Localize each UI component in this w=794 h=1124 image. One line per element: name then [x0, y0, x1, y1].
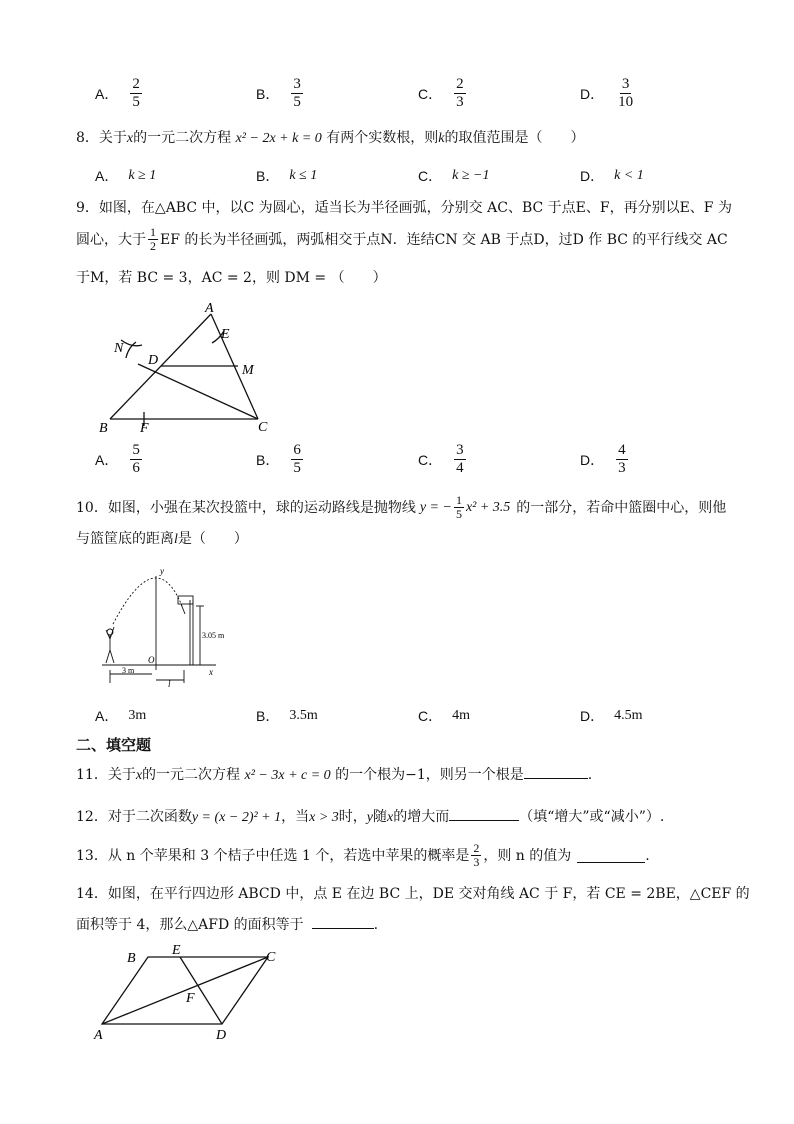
equation: y = (x − 2)² + 1 [191, 810, 282, 825]
label-o: O [148, 655, 155, 665]
q8-option-b[interactable]: B． k ≤ 1 [256, 168, 318, 184]
label-y: y [160, 566, 164, 576]
label-f: F [186, 991, 195, 1006]
q9-stem-line1: 9．如图，在△ABC 中，以C 为圆心，适当长为半径画弧，分别交 AC、BC 于点E、F，再分别以E、F 为 [76, 200, 732, 216]
label-a: A [205, 301, 214, 316]
option-label: C． [418, 85, 443, 102]
label-x: x [209, 667, 213, 677]
q10-stem-line2: 与篮筐底的距离l是（ ） [76, 531, 248, 547]
q7-option-a[interactable] [95, 76, 144, 111]
question-number: 11． [76, 767, 108, 783]
answer-blank[interactable] [524, 764, 588, 779]
q8-option-c[interactable]: C． k ≥ −1 [418, 168, 490, 184]
label-f: F [140, 421, 149, 436]
equation: x² − 2x + k = 0 [235, 131, 322, 146]
label-c: C [258, 420, 268, 435]
q12-stem: 12．对于二次函数y = (x − 2)² + 1，当x > 3时，y随x的增大而 （填“增大”或“减小”）. [76, 806, 664, 828]
q10-option-c[interactable]: C． 4m [418, 708, 471, 724]
option-fraction: $\frac{3}{5}$ [293, 76, 301, 110]
label-e: E [221, 327, 230, 342]
label-d: D [148, 353, 159, 368]
section-title: 二、填空题 [76, 736, 152, 754]
q14-stem-line2: 面积等于 4，那么△AFD 的面积等于 . [76, 914, 378, 935]
q11-stem: 11．关于x的一元二次方程 x² − 3x + c = 0 的一个根为−1，则另一个根是 . [76, 764, 592, 786]
label-height: 3.05 m [202, 631, 225, 640]
question-number: 14． [76, 886, 108, 902]
q14-stem-line1: 14．如图，在平行四边形 ABCD 中，点 E 在边 BC 上，DE 交对角线 AC 于 F，若 CE = 2BE，△CEF 的 [76, 886, 750, 902]
q9-stem-line3: 于M，若 BC = 3，AC = 2，则 DM = （ ） [76, 270, 387, 286]
equation: x² − 3x + c = 0 [244, 768, 331, 783]
q9-option-c[interactable]: C． $\frac{3}{4}$ [418, 442, 464, 476]
q10-option-b[interactable]: B． 3.5m [256, 708, 318, 724]
label-c: C [266, 950, 276, 965]
q9-triangle-figure [90, 300, 290, 440]
q8-option-d[interactable]: D． k < 1 [580, 168, 644, 184]
question-number: 9． [76, 200, 99, 216]
label-dist: 3 m [122, 666, 135, 675]
label-a: A [94, 1028, 103, 1043]
q9-option-b[interactable]: B． $\frac{6}{5}$ [256, 442, 301, 476]
option-fraction: $\frac{3}{10}$ [618, 76, 634, 110]
label-e: E [172, 944, 181, 958]
label-m: M [242, 363, 254, 378]
arc-n1 [121, 340, 142, 346]
q7-option-b[interactable] [256, 76, 305, 111]
option-label: D． [580, 85, 605, 102]
half-fraction: $\frac{1}{2}$ [150, 225, 156, 253]
q8-option-a[interactable]: A． k ≥ 1 [95, 168, 157, 184]
label-l: l [168, 679, 171, 687]
question-number: 12． [76, 809, 108, 825]
q14-parallelogram-figure [92, 944, 292, 1044]
ball-trajectory [113, 578, 182, 624]
q13-stem: 13． 从 n 个苹果和 3 个桔子中任选 1 个，若选中苹果的概率是 $\frac{2}{3}$ ，则 n 的值为 . [76, 841, 650, 869]
label-b: B [127, 951, 136, 966]
q9-option-d[interactable]: D． $\frac{4}{3}$ [580, 442, 626, 476]
diagonal-ac [102, 957, 268, 1024]
label-n: N [114, 341, 124, 356]
label-d: D [216, 1028, 227, 1043]
q7-option-c[interactable] [418, 76, 468, 111]
q10-option-d[interactable]: D． 4.5m [580, 708, 643, 724]
q9-option-a[interactable]: A． $\frac{5}{6}$ [95, 442, 140, 476]
q10-option-a[interactable]: A． 3m [95, 708, 147, 724]
q7-option-d[interactable] [580, 76, 637, 111]
q10-stem-line1: 10． 如图，小强在某次投篮中，球的运动路线是抛物线 y = − $\frac{1}{5}$ x² + 3.5 的一部分，若命中篮圈中心，则他 [76, 493, 727, 521]
option-label: B． [256, 85, 280, 102]
q9-stem-line2: 圆心，大于 $\frac{1}{2}$ EF 的长为半径画弧，两弧相交于点N．连结CN 交 AB 于点D，过D 作 BC 的平行线交 AC [76, 225, 728, 253]
question-number: 13． [76, 847, 108, 864]
segment-cn [138, 364, 258, 419]
option-fraction: $\frac{2}{3}$ [456, 76, 464, 110]
q8-stem: 8．关于x的一元二次方程 x² − 2x + k = 0 有两个实数根，则k的取值范围是（ ） [76, 130, 585, 146]
question-number: 10． [76, 499, 108, 516]
answer-blank[interactable] [449, 806, 519, 821]
option-label: A． [95, 85, 119, 102]
answer-blank[interactable] [312, 914, 374, 929]
question-number: 8． [76, 130, 99, 146]
q10-basketball-figure [96, 562, 226, 687]
label-b: B [99, 421, 108, 436]
answer-blank[interactable] [577, 848, 645, 863]
basket [178, 596, 193, 604]
option-fraction: $\frac{2}{5}$ [132, 76, 140, 110]
